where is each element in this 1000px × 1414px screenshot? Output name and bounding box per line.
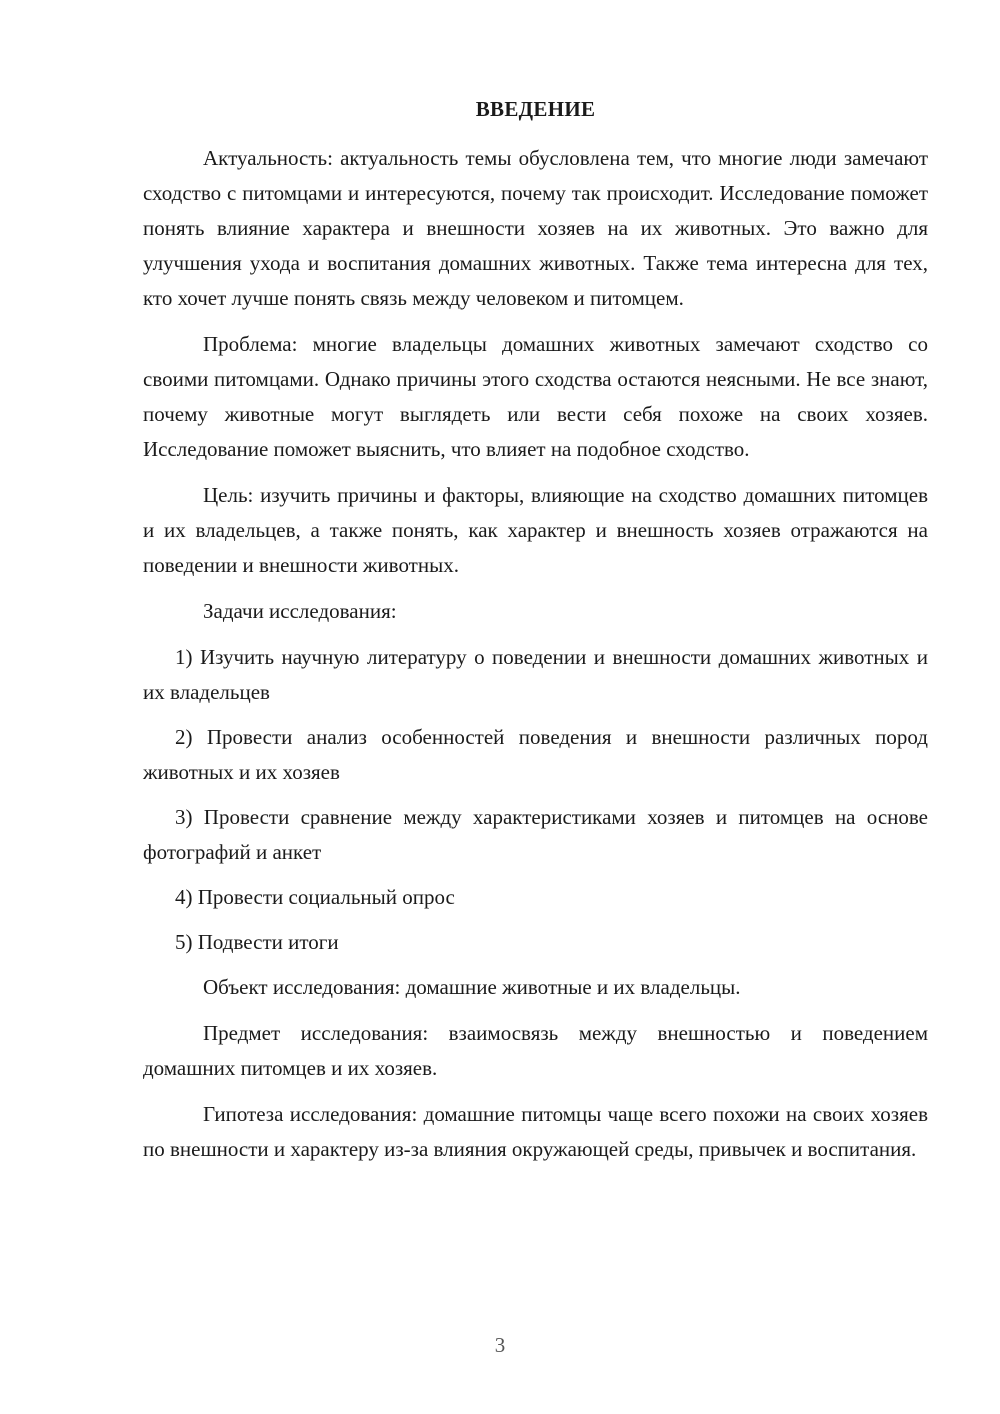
paragraph-actuality: Актуальность: актуальность темы обусловлена тем, что многие люди замечают сходство с питомцами и интересуются, почему так происходит. Исследование поможет понять влияние характера и внешности хозяев на их животных. Это важно для улучшения ухода и воспитания домашних животных. Также тема интересна для тех, кто хочет лучше понять связь между человеком и питомцем. xyxy=(143,146,928,310)
tasks-heading: Задачи исследования: xyxy=(203,599,397,623)
task-item-2: 2) Провести анализ особенностей поведения и внешности различных пород животных и их хозяев xyxy=(143,725,928,784)
paragraph-object: Объект исследования: домашние животные и их владельцы. xyxy=(203,975,741,999)
paragraph-goal: Цель: изучить причины и факторы, влияющие на сходство домашних питомцев и их владельцев, а также понять, как характер и внешность хозяев отражаются на поведении и внешности животных. xyxy=(143,483,928,577)
task-item-1: 1) Изучить научную литературу о поведении и внешности домашних животных и их владельцев xyxy=(143,645,928,704)
document-page xyxy=(143,92,928,1178)
paragraph-problem: Проблема: многие владельцы домашних животных замечают сходство со своими питомцами. Однако причины этого сходства остаются неясными. Не все знают, почему животные могут выглядеть или вести себя похоже на своих хозяев. Исследование поможет выяснить, что влияет на подобное сходство. xyxy=(143,332,928,461)
paragraph-subject: Предмет исследования: взаимосвязь между внешностью и поведением домашних питомцев и их хозяев. xyxy=(143,1021,928,1080)
paragraph-hypothesis: Гипотеза исследования: домашние питомцы чаще всего похожи на своих хозяев по внешности и характеру из-за влияния окружающей среды, привычек и воспитания. xyxy=(143,1102,928,1161)
page-title: ВВЕДЕНИЕ xyxy=(475,97,596,121)
task-item-4: 4) Провести социальный опрос xyxy=(175,885,455,909)
page-number: 3 xyxy=(494,1333,506,1357)
task-item-5: 5) Подвести итоги xyxy=(175,930,339,954)
task-item-3: 3) Провести сравнение между характеристиками хозяев и питомцев на основе фотографий и анкет xyxy=(143,805,928,864)
